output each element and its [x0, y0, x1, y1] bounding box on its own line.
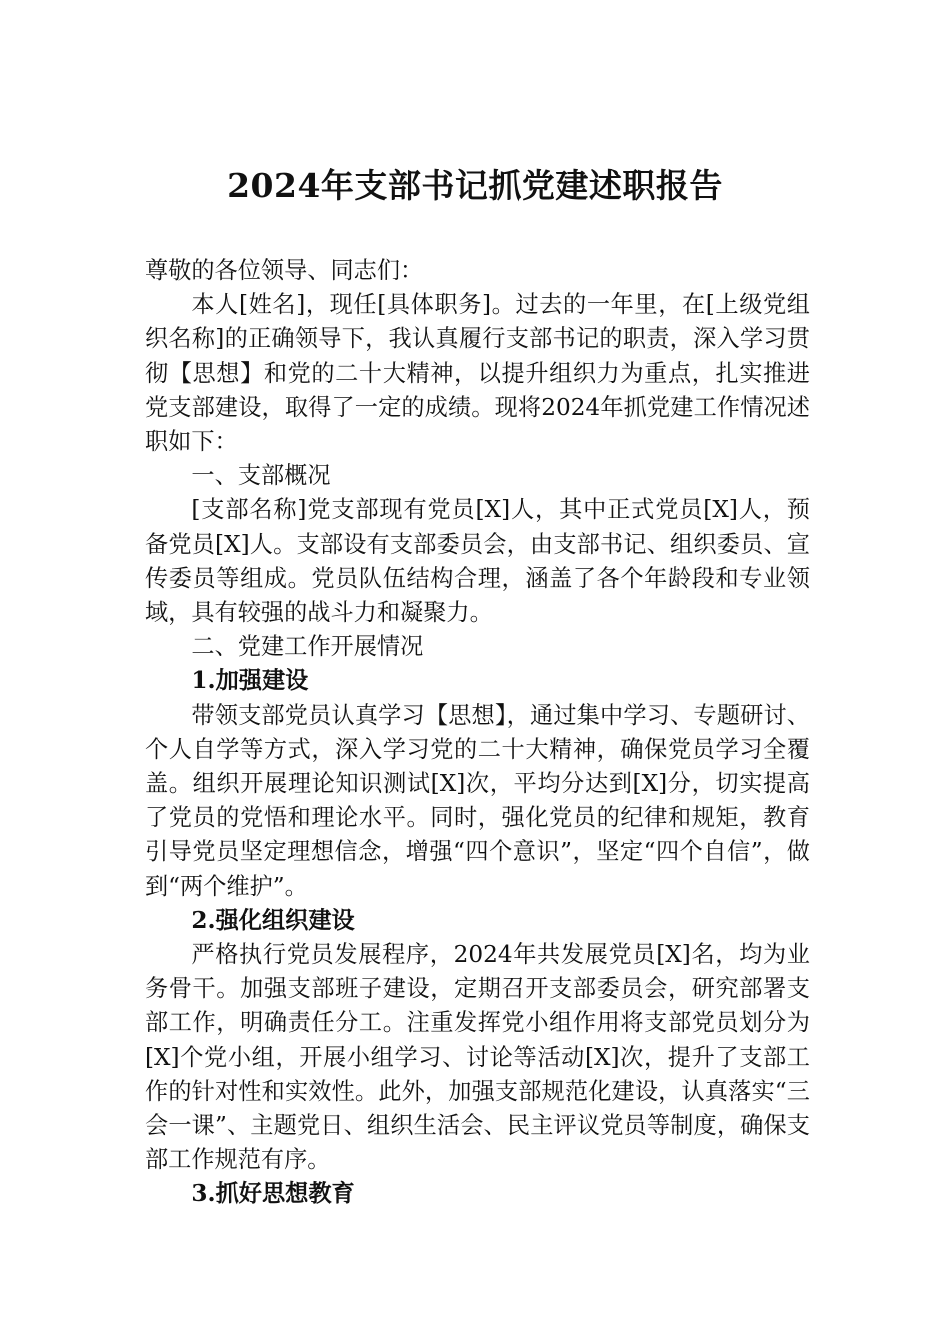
subheading-construction: 1.加强建设: [191, 667, 309, 695]
organization-paragraph: 严格执行党员发展程序，2024年共发展党员[X]名，均为业务骨干。加强支部班子建设，定期召开支部委员会，研究部署支部工作，明确责任分工。注重发挥党小组作用将支部党员划分为[X]个党小组，开展小组学习、讨论等活动[X]次，提升了支部工作的针对性和实效性。此外，加强支部规范化建设，认真落实“三会一课”、主题党日、组织生活会、民主评议党员等制度，确保支部工作规范有序。: [145, 941, 810, 1174]
overview-paragraph: [支部名称]党支部现有党员[X]人，其中正式党员[X]人，预备党员[X]人。支部设有支部委员会，由支部书记、组织委员、宣传委员等组成。党员队伍结构合理，涵盖了各个年龄段和专业领域，具有较强的战斗力和凝聚力。: [145, 496, 810, 627]
subheading-organization: 2.强化组织建设: [191, 906, 355, 934]
intro-paragraph: 本人[姓名]，现任[具体职务]。过去的一年里，在[上级党组织名称]的正确领导下，我认真履行支部书记的职责，深入学习贯彻【思想】和党的二十大精神，以提升组织力为重点，扎实推进党支部建设，取得了一定的成绩。现将2024年抓党建工作情况述职如下：: [145, 291, 810, 456]
salutation: 尊敬的各位领导、同志们：: [145, 257, 424, 284]
subheading-education: 3.抓好思想教育: [191, 1180, 355, 1208]
document-title: 2024年支部书记抓党建述职报告: [227, 166, 723, 205]
section-heading-work: 二、党建工作开展情况: [191, 633, 424, 661]
construction-paragraph: 带领支部党员认真学习【思想】，通过集中学习、专题研讨、个人自学等方式，深入学习党的二十大精神，确保党员学习全覆盖。组织开展理论知识测试[X]次，平均分达到[X]分，切实提高了党员的党悟和理论水平。同时，强化党员的纪律和规矩，教育引导党员坚定理想信念，增强“四个意识”，坚定“四个自信”，做到“两个维护”。: [145, 701, 810, 900]
section-heading-overview: 一、支部概况: [191, 462, 331, 490]
document-body: [145, 254, 810, 1212]
